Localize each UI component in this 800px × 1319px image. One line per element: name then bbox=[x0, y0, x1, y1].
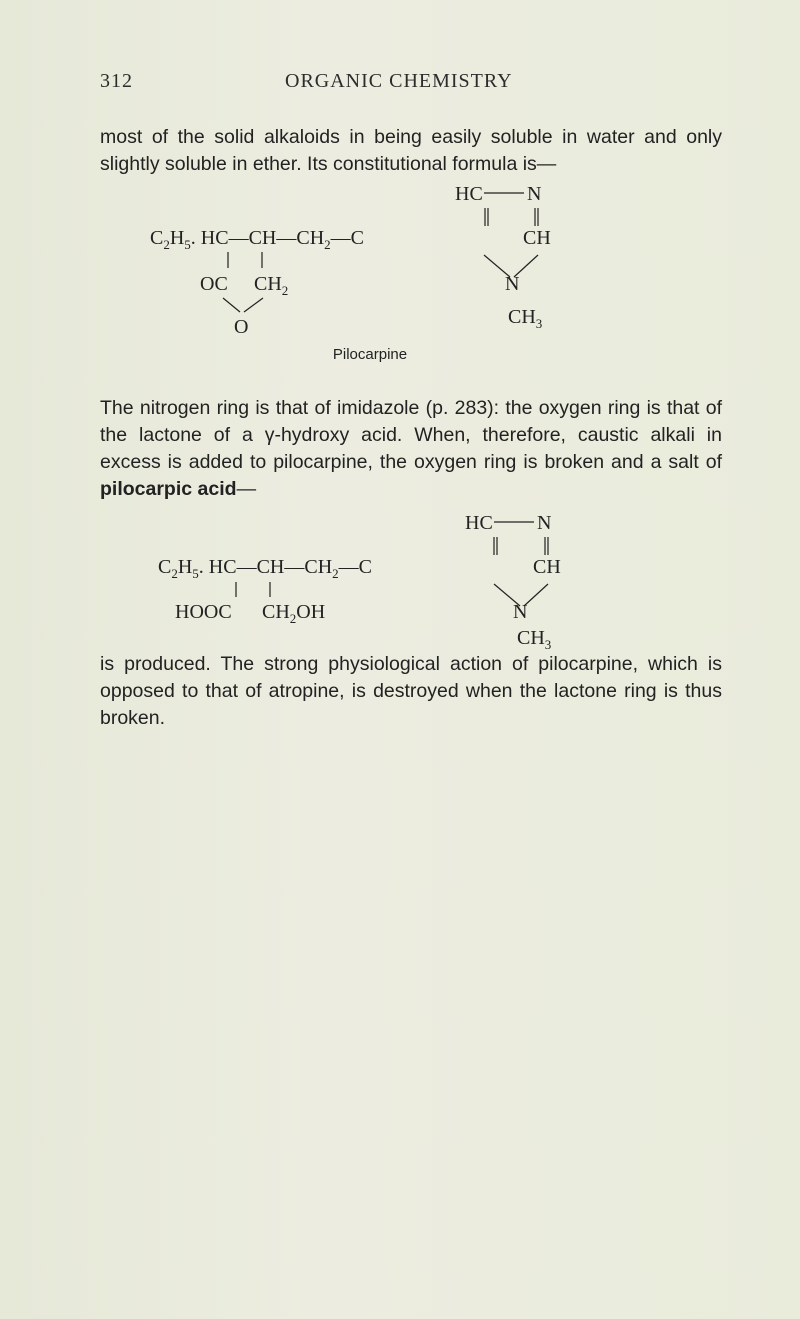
formula1-sub-ch2: 2 bbox=[324, 237, 331, 252]
formula2-chain: . HC—CH—CH bbox=[198, 556, 333, 578]
formula2-n-bottom: N bbox=[513, 601, 528, 623]
svg-text:CH2 bbox=[254, 273, 288, 298]
formula2-hooc: HOOC bbox=[175, 601, 232, 623]
formula1-oc: OC bbox=[200, 273, 228, 295]
formula1-c-end: —C bbox=[330, 227, 364, 249]
formula1-chain: . HC—CH—CH bbox=[190, 227, 325, 249]
svg-text:C2H5. HC—CH—CH2—C bbox=[150, 227, 364, 252]
paragraph-explanation-text: The nitrogen ring is that of imidazole (p. 283): the oxygen ring is that of the lactone of a γ-hydroxy acid. When, therefore, caustic alkali in excess is added to pilocarpine, the oxygen ring is broken and a salt of bbox=[100, 397, 722, 473]
paragraph-intro: most of the solid alkaloids in being easily soluble in water and only slightly soluble in ether. Its constitutional formula is— bbox=[100, 126, 722, 175]
formula2-c: C bbox=[158, 556, 172, 578]
formula2-ch2oh-a: CH bbox=[262, 601, 290, 623]
paragraph-explanation bbox=[100, 395, 722, 503]
formula1-ch3: CH bbox=[508, 306, 536, 328]
svg-text:CH3 bbox=[517, 627, 551, 652]
formula2-ch3: CH bbox=[517, 627, 545, 649]
svg-text:CH2OH bbox=[262, 601, 325, 626]
formula2-ch2oh-b: OH bbox=[296, 601, 326, 623]
svg-text:C2H5. HC—CH—CH2—C bbox=[158, 556, 372, 581]
formula1-h: H bbox=[169, 227, 185, 249]
figure-caption: Pilocarpine bbox=[332, 346, 408, 363]
formula2-c-end: —C bbox=[338, 556, 372, 578]
formula2-sub5: 5 bbox=[192, 566, 199, 581]
formula2-sub-ch2: 2 bbox=[332, 566, 339, 581]
formula2-sub2: 2 bbox=[171, 566, 178, 581]
page-number: 312 bbox=[100, 70, 133, 92]
formula1-hc-top: HC bbox=[455, 183, 483, 205]
svg-text:CH3 bbox=[508, 306, 542, 331]
formula1-c: C bbox=[150, 227, 164, 249]
formula1-o: O bbox=[234, 316, 249, 338]
paragraph-conclusion: is produced. The strong physiological action of pilocarpine, which is opposed to that of atropine, is destroyed when the lactone ring is thus broken. bbox=[100, 653, 722, 729]
formula1-sub-ch2b: 2 bbox=[281, 283, 289, 298]
formula2-hc-top: HC bbox=[465, 512, 493, 534]
formula1-n-bottom: N bbox=[505, 273, 520, 295]
formula2-sub-ch2oh: 2 bbox=[289, 611, 297, 626]
formula1-sub5: 5 bbox=[184, 237, 191, 252]
formula2-n-top: N bbox=[537, 512, 552, 534]
paragraph-explanation-end: — bbox=[236, 478, 257, 500]
running-title: ORGANIC CHEMISTRY bbox=[285, 70, 513, 92]
formula1-ch-right: CH bbox=[523, 227, 551, 249]
formula1-ch2: CH bbox=[254, 273, 282, 295]
formula1-sub2: 2 bbox=[163, 237, 170, 252]
pilocarpic-acid-term: pilocarpic acid bbox=[100, 478, 237, 500]
formula2-h: H bbox=[177, 556, 193, 578]
formula2-ch-right: CH bbox=[533, 556, 561, 578]
formula1-sub3: 3 bbox=[535, 316, 543, 331]
formula2-sub3: 3 bbox=[544, 637, 552, 652]
formula1-n-top: N bbox=[527, 183, 542, 205]
